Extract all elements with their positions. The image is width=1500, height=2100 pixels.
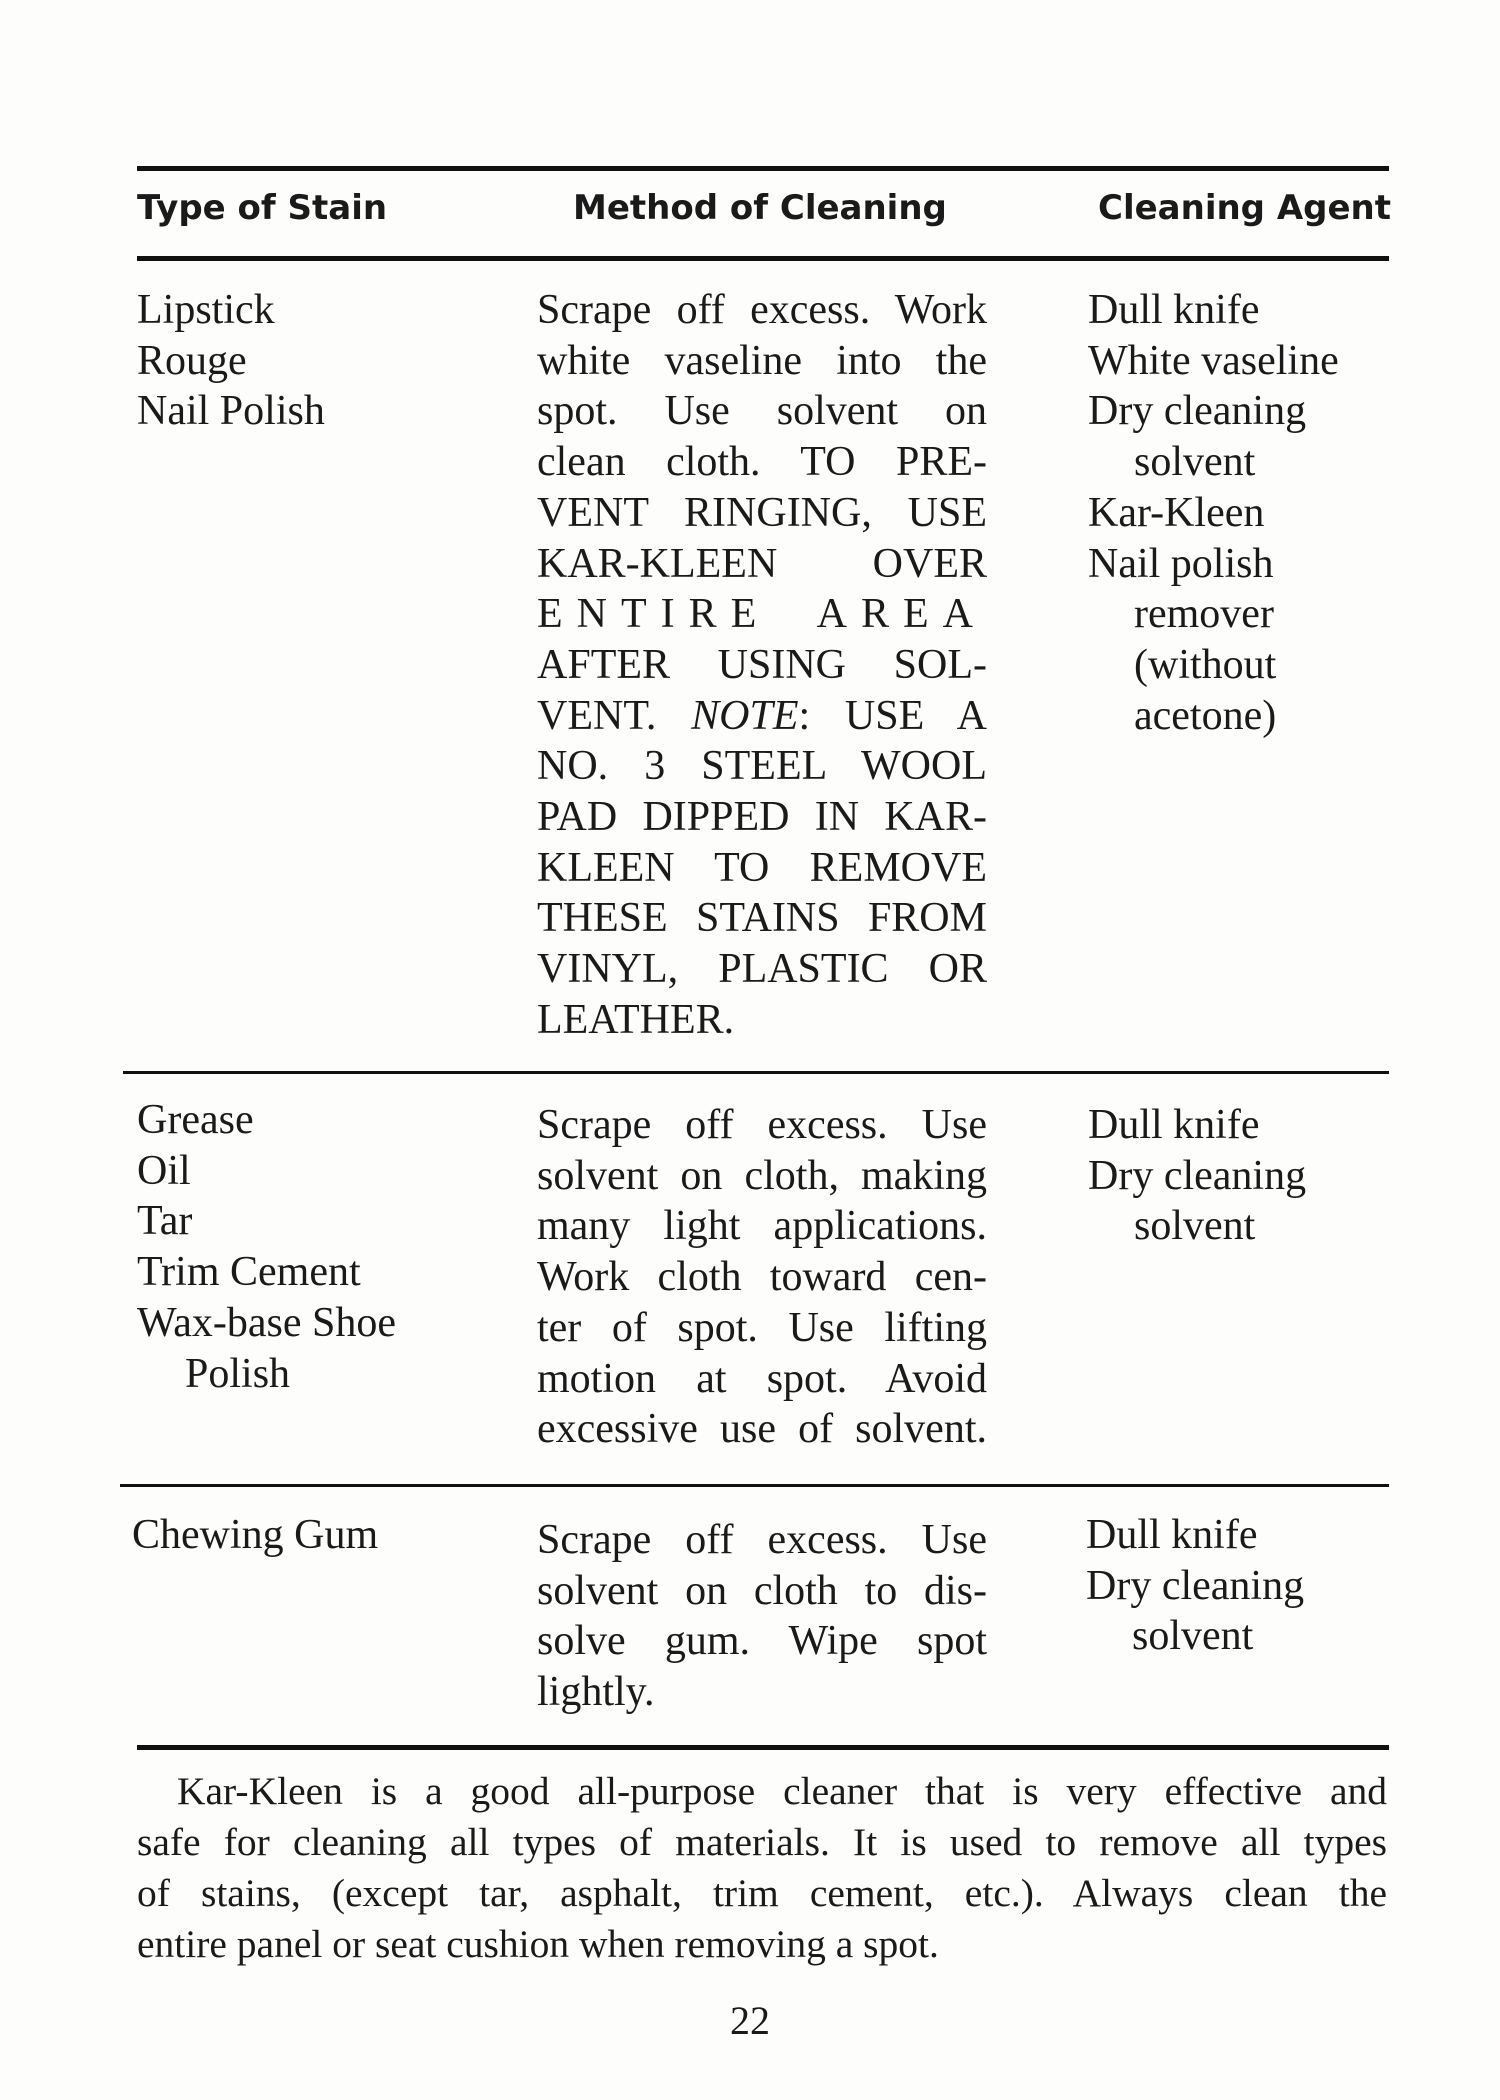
- row-1-stain-types: [137, 285, 477, 437]
- method-line: lightly.: [537, 1669, 655, 1716]
- agent-line: Dull knife: [1086, 1512, 1258, 1558]
- agent-line: Dry cleaning: [1088, 1152, 1307, 1199]
- stain-type: Grease: [137, 1097, 254, 1143]
- row-1-agents: [1088, 285, 1388, 741]
- agent-line: remover: [1134, 591, 1274, 638]
- method-line: KLEEN TO REMOVE: [537, 844, 987, 891]
- header-cleaning-agent: Cleaning Agent: [1098, 188, 1392, 228]
- method-line: clean cloth. TO PRE-: [537, 439, 987, 486]
- method-line: solvent on cloth, making: [537, 1152, 987, 1199]
- row-3-agents: [1086, 1510, 1386, 1662]
- agent-line: Dry cleaning: [1088, 388, 1307, 435]
- stain-type: Rouge: [137, 337, 247, 384]
- method-line: Scrape off excess. Use: [537, 1517, 987, 1563]
- stain-type: Oil: [137, 1147, 191, 1194]
- row-2-stain-types: [137, 1095, 477, 1399]
- method-line: Scrape off excess. Work: [537, 287, 987, 333]
- method-line: excessive use of solvent.: [537, 1406, 987, 1453]
- stain-type: Wax-base Shoe: [137, 1299, 397, 1346]
- method-line: spot. Use solvent on: [537, 388, 987, 435]
- kar-kleen-note: [137, 1766, 1387, 1970]
- row-3-method: [537, 1515, 987, 1718]
- agent-line: solvent: [1134, 439, 1256, 486]
- row-2-method: [537, 1100, 987, 1455]
- method-line: VINYL, PLASTIC OR: [537, 946, 987, 993]
- agent-line: Nail polish: [1088, 540, 1274, 587]
- note-emphasis: NOTE: [691, 692, 799, 739]
- method-line: ter of spot. Use lifting: [537, 1304, 987, 1351]
- method-line: solve gum. Wipe spot: [537, 1618, 987, 1665]
- header-type-of-stain: Type of Stain: [137, 188, 388, 228]
- method-line: white vaseline into the: [537, 337, 987, 384]
- stain-type: Chewing Gum: [132, 1512, 379, 1558]
- stain-type: Tar: [137, 1198, 193, 1245]
- method-line: AFTER USING SOL-: [537, 641, 987, 688]
- row-2-agents: [1088, 1100, 1388, 1252]
- stain-type: Polish: [185, 1350, 291, 1397]
- agent-line: acetone): [1134, 692, 1277, 739]
- stain-type: Trim Cement: [137, 1249, 361, 1296]
- method-line: Scrape off excess. Use: [537, 1102, 987, 1148]
- note-line: Kar-Kleen is a good all-purpose cleaner that is very effective and: [177, 1769, 1387, 1813]
- method-line: NO. 3 STEEL WOOL: [537, 743, 987, 790]
- method-line: Work cloth toward cen-: [537, 1254, 987, 1301]
- method-line: PAD DIPPED IN KAR-: [537, 794, 987, 841]
- table-header-rule: [137, 256, 1389, 261]
- stain-type: Lipstick: [137, 287, 275, 333]
- agent-line: solvent: [1134, 1203, 1256, 1250]
- row-3-stain-types: [132, 1510, 472, 1561]
- agent-line: Dull knife: [1088, 1102, 1260, 1148]
- table-bottom-rule: [137, 1745, 1389, 1750]
- method-line: VENT. NOTE: USE A: [537, 692, 987, 739]
- page-number: 22: [730, 1998, 770, 2043]
- note-line: of stains, (except tar, asphalt, trim cement, etc.). Always clean the: [137, 1871, 1387, 1915]
- table-top-rule: [137, 166, 1389, 171]
- agent-line: White vaseline: [1088, 337, 1339, 384]
- agent-line: Kar-Kleen: [1088, 489, 1265, 536]
- agent-line: (without: [1134, 641, 1277, 688]
- method-line: many light applications.: [537, 1203, 987, 1250]
- agent-line: solvent: [1132, 1613, 1254, 1660]
- note-line: safe for cleaning all types of materials. It is used to remove all types: [137, 1820, 1387, 1864]
- agent-line: Dry cleaning: [1086, 1562, 1305, 1609]
- method-line: solvent on cloth to dis-: [537, 1567, 987, 1614]
- agent-line: Dull knife: [1088, 287, 1260, 333]
- row-1-method: [537, 285, 987, 1046]
- method-line: VENT RINGING, USE: [537, 489, 987, 536]
- row-divider: [120, 1484, 1389, 1487]
- row-divider: [123, 1071, 1389, 1074]
- stain-type: Nail Polish: [137, 388, 325, 435]
- method-line: KAR-KLEEN OVER: [537, 540, 987, 587]
- method-line: THESE STAINS FROM: [537, 895, 987, 942]
- method-line: motion at spot. Avoid: [537, 1355, 987, 1402]
- method-line: LEATHER.: [537, 996, 735, 1043]
- header-method-of-cleaning: Method of Cleaning: [573, 188, 947, 228]
- note-line: entire panel or seat cushion when removing a spot.: [137, 1922, 939, 1966]
- method-line: ENTIRE AREA: [537, 591, 987, 638]
